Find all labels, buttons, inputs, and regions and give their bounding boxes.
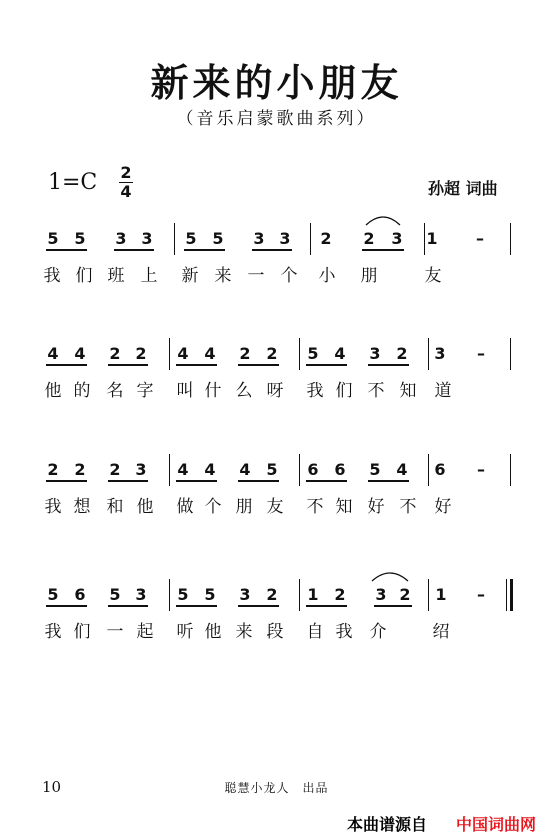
lyric-char: 起 (136, 622, 154, 642)
lyric-char: 个 (280, 266, 298, 286)
barline (169, 579, 170, 611)
lyric-char: 知 (399, 381, 417, 401)
lyric-char: 不 (306, 497, 324, 517)
note: – (477, 585, 485, 604)
lyric-char: 他 (136, 497, 154, 517)
note-underline (306, 480, 347, 482)
note: 1 (426, 229, 438, 248)
note-underline (368, 480, 409, 482)
barline (299, 454, 300, 486)
note: 2 (399, 585, 411, 604)
barline (169, 454, 170, 486)
lyric-char: 们 (335, 381, 353, 401)
note: 3 (253, 229, 265, 248)
note: 3 (239, 585, 251, 604)
lyric-char: 友 (424, 266, 442, 286)
lyric-char: 不 (399, 497, 417, 517)
note: 2 (74, 460, 86, 479)
note: 2 (135, 344, 147, 363)
note: 3 (369, 344, 381, 363)
note: 4 (204, 460, 216, 479)
note-underline (176, 364, 217, 366)
lyric-char: 叫 (176, 381, 194, 401)
barline (428, 338, 429, 370)
note: – (477, 460, 485, 479)
lyric-char: 一 (247, 266, 265, 286)
lyric-char: 小 (318, 266, 336, 286)
note-underline (108, 605, 148, 607)
note: 5 (109, 585, 121, 604)
note: 4 (74, 344, 86, 363)
note-underline (184, 249, 225, 251)
barline (169, 338, 170, 370)
barline (310, 223, 311, 255)
note: 3 (135, 585, 147, 604)
lyric-char: 字 (136, 381, 154, 401)
lyric-char: 他 (204, 622, 222, 642)
lyric-char: 介 (369, 622, 387, 642)
note: 2 (334, 585, 346, 604)
lyric-char: 朋 (235, 497, 253, 517)
lyric-char: 不 (367, 381, 385, 401)
lyric-char: 一 (106, 622, 124, 642)
lyric-char: 个 (204, 497, 222, 517)
note: 1 (435, 585, 447, 604)
lyric-char: 么 (235, 381, 253, 401)
lyric-char: 道 (434, 381, 452, 401)
note-underline (114, 249, 154, 251)
lyric-char: 呀 (266, 381, 284, 401)
slur-arc (364, 213, 402, 227)
note-underline (252, 249, 292, 251)
lyric-char: 段 (266, 622, 284, 642)
note: 5 (177, 585, 189, 604)
time-signature-numerator: 2 (120, 163, 132, 182)
note-underline (46, 249, 87, 251)
lyric-char: 做 (176, 497, 194, 517)
note: 4 (177, 344, 189, 363)
note: 6 (334, 460, 346, 479)
end-barline (510, 338, 511, 370)
note: 4 (177, 460, 189, 479)
slur-arc (370, 569, 410, 583)
lyric-char: 们 (75, 266, 93, 286)
note-underline (362, 249, 404, 251)
lyric-char: 我 (44, 622, 62, 642)
lyric-char: 名 (106, 381, 124, 401)
note: 4 (47, 344, 59, 363)
time-signature-denominator: 4 (120, 182, 132, 201)
note-underline (176, 480, 217, 482)
note: 3 (141, 229, 153, 248)
note: 5 (307, 344, 319, 363)
note: 5 (204, 585, 216, 604)
lyric-char: 来 (214, 266, 232, 286)
lyric-char: 朋 (360, 266, 378, 286)
note: – (476, 229, 484, 248)
note: 5 (47, 585, 59, 604)
lyric-char: 友 (266, 497, 284, 517)
lyric-char: 想 (73, 497, 91, 517)
note: 6 (307, 460, 319, 479)
note: 3 (391, 229, 403, 248)
lyric-char: 来 (235, 622, 253, 642)
barline (299, 338, 300, 370)
note: 6 (434, 460, 446, 479)
note: 3 (115, 229, 127, 248)
note: 2 (266, 585, 278, 604)
watermark-source-label: 本曲谱源自 (347, 815, 428, 834)
barline (174, 223, 175, 255)
song-title: 新来的小朋友 (150, 61, 403, 105)
lyric-char: 绍 (432, 622, 450, 642)
publisher-credit: 聪慧小龙人 出品 (224, 781, 329, 795)
note: 4 (396, 460, 408, 479)
note-underline (108, 364, 148, 366)
note: 5 (369, 460, 381, 479)
note: 5 (74, 229, 86, 248)
lyric-char: 听 (176, 622, 194, 642)
lyric-char: 们 (73, 622, 91, 642)
note: 4 (204, 344, 216, 363)
note: 2 (266, 344, 278, 363)
note-underline (368, 364, 409, 366)
note-underline (238, 364, 279, 366)
note: – (477, 344, 485, 363)
lyric-char: 我 (43, 266, 61, 286)
page-number: 10 (42, 778, 62, 796)
note: 5 (212, 229, 224, 248)
note: 2 (363, 229, 375, 248)
note: 2 (239, 344, 251, 363)
note: 2 (109, 460, 121, 479)
lyric-char: 我 (44, 497, 62, 517)
note-underline (238, 480, 279, 482)
lyric-char: 好 (367, 497, 385, 517)
final-barline-thin (506, 579, 507, 611)
lyric-char: 我 (306, 381, 324, 401)
note-underline (238, 605, 279, 607)
lyric-char: 上 (140, 266, 158, 286)
note-underline (46, 605, 87, 607)
note: 3 (279, 229, 291, 248)
lyric-char: 我 (335, 622, 353, 642)
note: 1 (307, 585, 319, 604)
lyric-char: 和 (106, 497, 124, 517)
end-barline (510, 454, 511, 486)
note: 2 (47, 460, 59, 479)
lyric-char: 什 (204, 381, 222, 401)
lyric-char: 他 (44, 381, 62, 401)
barline (428, 454, 429, 486)
lyric-char: 班 (107, 266, 125, 286)
note-underline (176, 605, 217, 607)
note: 3 (375, 585, 387, 604)
note: 2 (396, 344, 408, 363)
time-signature (118, 164, 134, 201)
lyric-char: 知 (335, 497, 353, 517)
lyric-char: 的 (73, 381, 91, 401)
barline (299, 579, 300, 611)
composer-credit: 孙超 词曲 (428, 179, 498, 198)
note: 3 (434, 344, 446, 363)
note-underline (374, 605, 412, 607)
note-underline (306, 364, 347, 366)
note-underline (306, 605, 347, 607)
note: 5 (266, 460, 278, 479)
note: 6 (74, 585, 86, 604)
note: 5 (47, 229, 59, 248)
key-signature: 1=C (48, 170, 98, 195)
note-underline (108, 480, 148, 482)
note-underline (46, 480, 87, 482)
note: 5 (185, 229, 197, 248)
song-subtitle: （音乐启蒙歌曲系列） (176, 109, 377, 129)
note: 2 (109, 344, 121, 363)
note: 4 (239, 460, 251, 479)
lyric-char: 新 (181, 266, 199, 286)
end-barline (510, 223, 511, 255)
barline (428, 579, 429, 611)
lyric-char: 自 (306, 622, 324, 642)
note-underline (46, 364, 87, 366)
note: 3 (135, 460, 147, 479)
lyric-char: 好 (434, 497, 452, 517)
note: 2 (320, 229, 332, 248)
watermark-site-name: 中国词曲网 (456, 815, 537, 834)
note: 4 (334, 344, 346, 363)
final-barline-thick (510, 579, 513, 611)
barline (424, 223, 425, 255)
